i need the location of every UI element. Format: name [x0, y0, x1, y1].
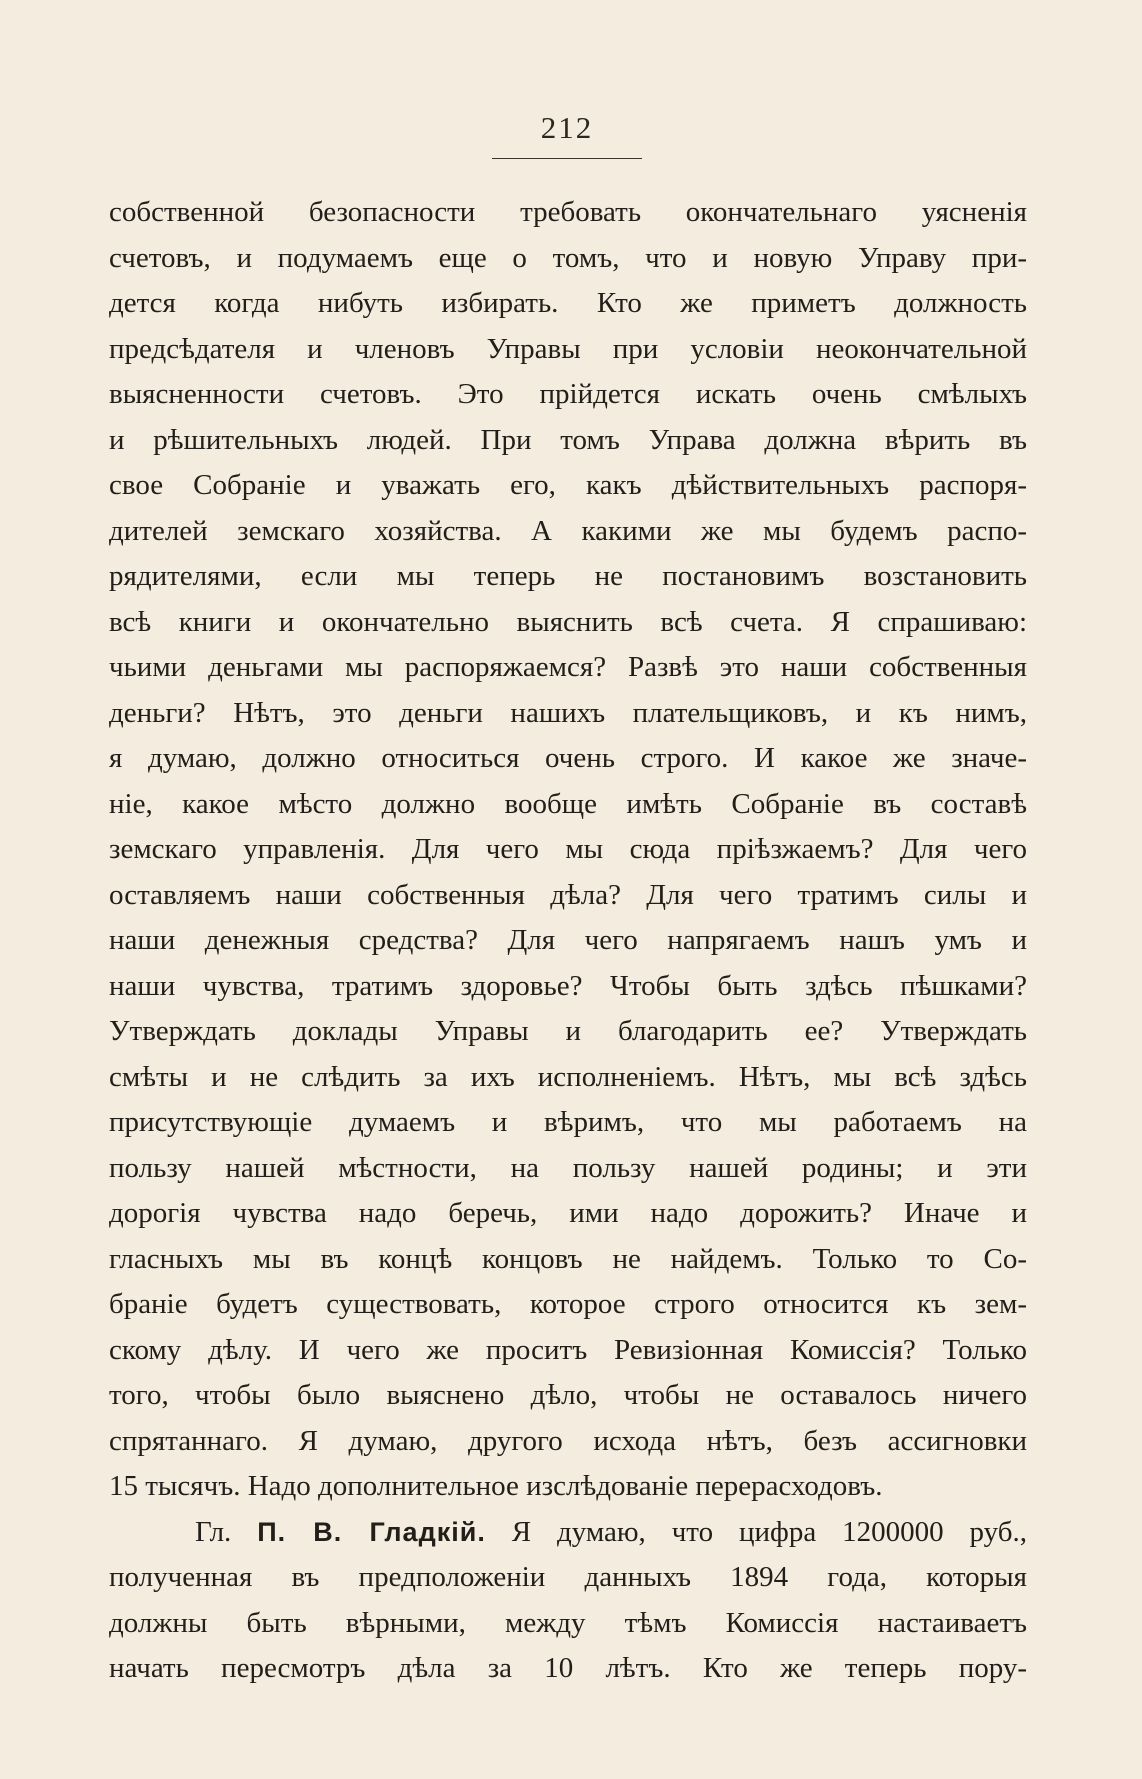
text-line: Утверждать доклады Управы и благодарить ее? Утверждать: [109, 1015, 1027, 1047]
text-line: и рѣшительныхъ людей. При томъ Управа должна вѣрить въ: [109, 423, 1027, 456]
text-line: всѣ книги и окончательно выяснить всѣ счета. Я спрашиваю:: [109, 605, 1027, 638]
text-line: оставляемъ наши собственныя дѣла? Для чего тратимъ силы и: [109, 878, 1027, 911]
text-line: наши денежныя средства? Для чего напрягаемъ нашъ умъ и: [109, 924, 1027, 956]
body-text: [109, 190, 1027, 1692]
text-line: земскаго управленія. Для чего мы сюда пріѣзжаемъ? Для чего: [109, 833, 1027, 865]
text-line: деньги? Нѣтъ, это деньги нашихъ плательщиковъ, и къ нимъ,: [109, 696, 1027, 729]
text-line: чьими деньгами мы распоряжаемся? Развѣ это наши собственныя: [109, 651, 1027, 683]
text-line: спрятаннаго. Я думаю, другого исхода нѣтъ, безъ ассигновки: [109, 1424, 1027, 1457]
text-line: пользу нашей мѣстности, на пользу нашей родины; и эти: [109, 1151, 1027, 1184]
speech-first-line: [109, 1510, 1027, 1556]
page-number: 212: [540, 110, 594, 145]
paragraph-last-line: 15 тысячъ. Надо дополнительное изслѣдованіе перерасходовъ.: [109, 1470, 883, 1502]
text-line: браніе будетъ существовать, которое строго относится къ зем-: [109, 1288, 1027, 1320]
text-line: дорогія чувства надо беречь, ими надо дорожить? Иначе и: [109, 1197, 1027, 1229]
text-line: рядителями, если мы теперь не постановимъ возстановить: [109, 560, 1027, 592]
text-line: гласныхъ мы въ концѣ концовъ не найдемъ. Только то Со-: [109, 1242, 1027, 1275]
text-line: счетовъ, и подумаемъ еще о томъ, что и новую Управу при-: [109, 241, 1027, 274]
text-line: выясненности счетовъ. Это прійдется искать очень смѣлыхъ: [109, 378, 1027, 410]
text-line: присутствующіе думаемъ и вѣримъ, что мы работаемъ на: [109, 1106, 1027, 1138]
text-line: наши чувства, тратимъ здоровье? Чтобы быть здѣсь пѣшками?: [109, 969, 1027, 1002]
text-line: того, чтобы было выяснено дѣло, чтобы не оставалось ничего: [109, 1379, 1027, 1411]
text-line: ніе, какое мѣсто должно вообще имѣть Собраніе въ составѣ: [109, 787, 1027, 820]
speaker-name: П. В. Гладкій.: [257, 1516, 486, 1547]
speech-text: Я думаю, что цифра 1200000 руб.,: [511, 1515, 1027, 1548]
text-line: свое Собраніе и уважать его, какъ дѣйствительныхъ распоря-: [109, 469, 1027, 501]
text-line: дителей земскаго хозяйства. А какими же мы будемъ распо-: [109, 514, 1027, 547]
text-line: скому дѣлу. И чего же проситъ Ревизіонная Комиссія? Только: [109, 1333, 1027, 1366]
speaker-prefix: Гл.: [195, 1515, 232, 1548]
text-line: должны быть вѣрными, между тѣмъ Комиссія настаиваетъ: [109, 1606, 1027, 1639]
text-line: начать пересмотръ дѣла за 10 лѣтъ. Кто же теперь пору-: [109, 1652, 1027, 1684]
text-line: полученная въ предположеніи данныхъ 1894 года, которыя: [109, 1561, 1027, 1593]
text-line: смѣты и не слѣдить за ихъ исполненіемъ. Нѣтъ, мы всѣ здѣсь: [109, 1060, 1027, 1093]
text-line: собственной безопасности требовать окончательнаго уясненія: [109, 196, 1027, 228]
text-line: я думаю, должно относиться очень строго. И какое же значе-: [109, 742, 1027, 774]
text-line: дется когда нибуть избирать. Кто же приметъ должность: [109, 287, 1027, 319]
text-line: предсѣдателя и членовъ Управы при условіи неокончательной: [109, 332, 1027, 365]
page-number-rule: [492, 158, 642, 159]
